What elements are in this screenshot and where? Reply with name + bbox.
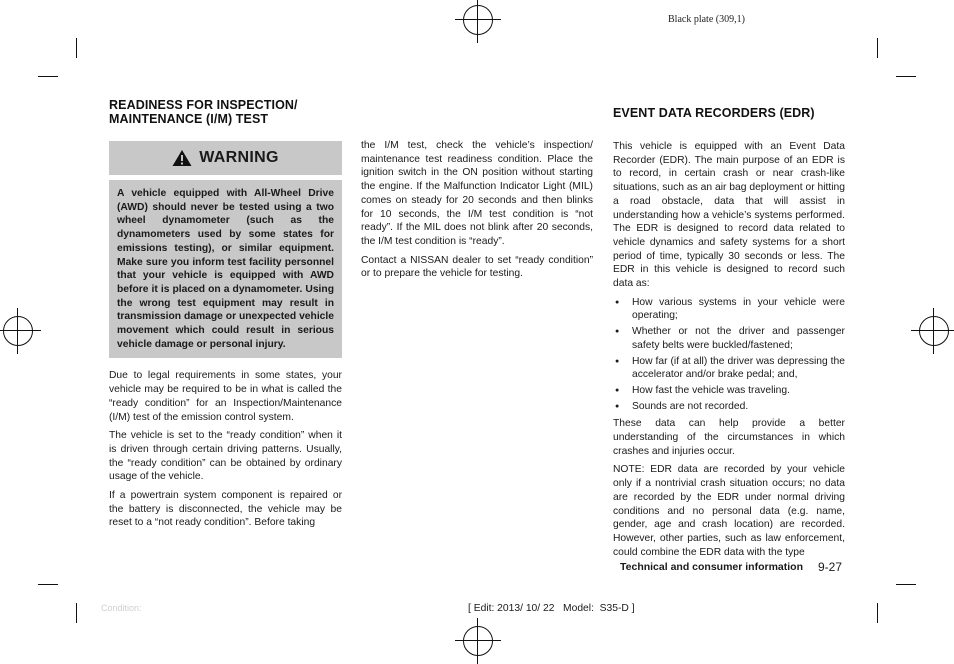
paragraph: NOTE: EDR data are recorded by your vehicle only if a nontrivial crash situation occurs; no data are recorded by the EDR under normal driving conditions and no personal data (e.g. name, gender, age and crash location) are recorded. However, other parties, such as law enforcement, could combine the EDR data with the type [613,464,845,558]
plate-label: Black plate (309,1) [668,14,745,25]
registration-mark-top [463,5,493,35]
crop-mark [896,584,916,585]
warning-text: A vehicle equipped with All-Wheel Drive (AWD) should never be tested using a two wheel dynamometer (such as the dynamometers used by some states for emissions testing), or similar equipment. Make sure you inform test facility personnel that your vehicle is equipped with AWD before it is placed on a dynamometer. Using the wrong test equipment may result in transmission damage or unexpected vehicle movement which could result in serious vehicle damage or personal injury. [109,180,342,358]
list-item: ● How fast the vehicle was traveling. [613,384,845,398]
edr-data-list [613,296,845,414]
footer-section-title: Technical and consumer information [620,561,804,573]
registration-mark-right [919,316,949,346]
page-number: 9-27 [818,560,843,574]
list-item: ● How far (if at all) the driver was depressing the accelerator and/or brake pedal; and, [613,355,845,382]
left-column [109,98,342,535]
registration-mark-left [3,316,33,346]
crop-mark [877,38,878,58]
crop-mark [38,76,58,77]
middle-column [361,139,593,286]
paragraph: These data can help provide a better understanding of the circumstances in which crashes and injuries occur. [613,418,845,457]
list-item: ● Sounds are not recorded. [613,400,845,414]
edit-info: [ Edit: 2013/ 10/ 22 Model: S35-D ] [468,603,635,614]
paragraph: Due to legal requirements in some states, your vehicle may be required to be in what is called the “ready condition” for an Inspection/Maintenance (I/M) test of the emission control system. [109,370,342,423]
section-heading-edr: EVENT DATA RECORDERS (EDR) [613,106,815,120]
right-body [613,140,845,559]
list-item: ● Whether or not the driver and passenger safety belts were buckled/fastened; [613,325,845,352]
condition-label: Condition: [101,603,142,613]
crop-mark [877,603,878,623]
section-heading-im-test: READINESS FOR INSPECTION/ MAINTENANCE (I/M) TEST [109,98,298,126]
paragraph: This vehicle is equipped with an Event Data Recorder (EDR). The main purpose of an EDR is to record, in certain crash or near crash-like situations, such as an air bag deployment or hitting a road obstacle, data that will assist in understanding how a vehicle’s systems performed. The EDR is designed to record data related to vehicle dynamics and safety systems for a short period of time, typically 30 seconds or less. The EDR in this vehicle is designed to record such data as: [613,141,845,290]
paragraph: the I/M test, check the vehicle’s inspection/ maintenance test readiness condition. Place the ignition switch in the ON position without starting the engine. If the Malfunction Indicator Light (MIL) comes on steady for 20 seconds and then blinks for 10 seconds, the I/M test condition is “not ready”. If the MIL does not blink after 20 seconds, the I/M test condition is “ready”. [361,140,593,247]
registration-mark-bottom [463,626,493,656]
crop-mark [76,603,77,623]
right-column [613,106,845,564]
warning-triangle-icon [172,149,192,167]
warning-title: WARNING [199,149,279,166]
paragraph: The vehicle is set to the “ready condition” when it is driven through certain driving patterns. Usually, the “ready condition” can be obtained by ordinary usage of the vehicle. [109,430,342,483]
list-item: ● How various systems in your vehicle were operating; [613,296,845,323]
crop-mark [76,38,77,58]
warning-box [109,141,342,358]
left-body [109,369,342,530]
paragraph: If a powertrain system component is repaired or the battery is disconnected, the vehicle may be reset to a “not ready condition”. Before taking [109,490,342,529]
paragraph: Contact a NISSAN dealer to set “ready condition” or to prepare the vehicle for testing. [361,254,593,280]
crop-mark [896,76,916,77]
warning-header [109,141,342,175]
crop-mark [38,584,58,585]
